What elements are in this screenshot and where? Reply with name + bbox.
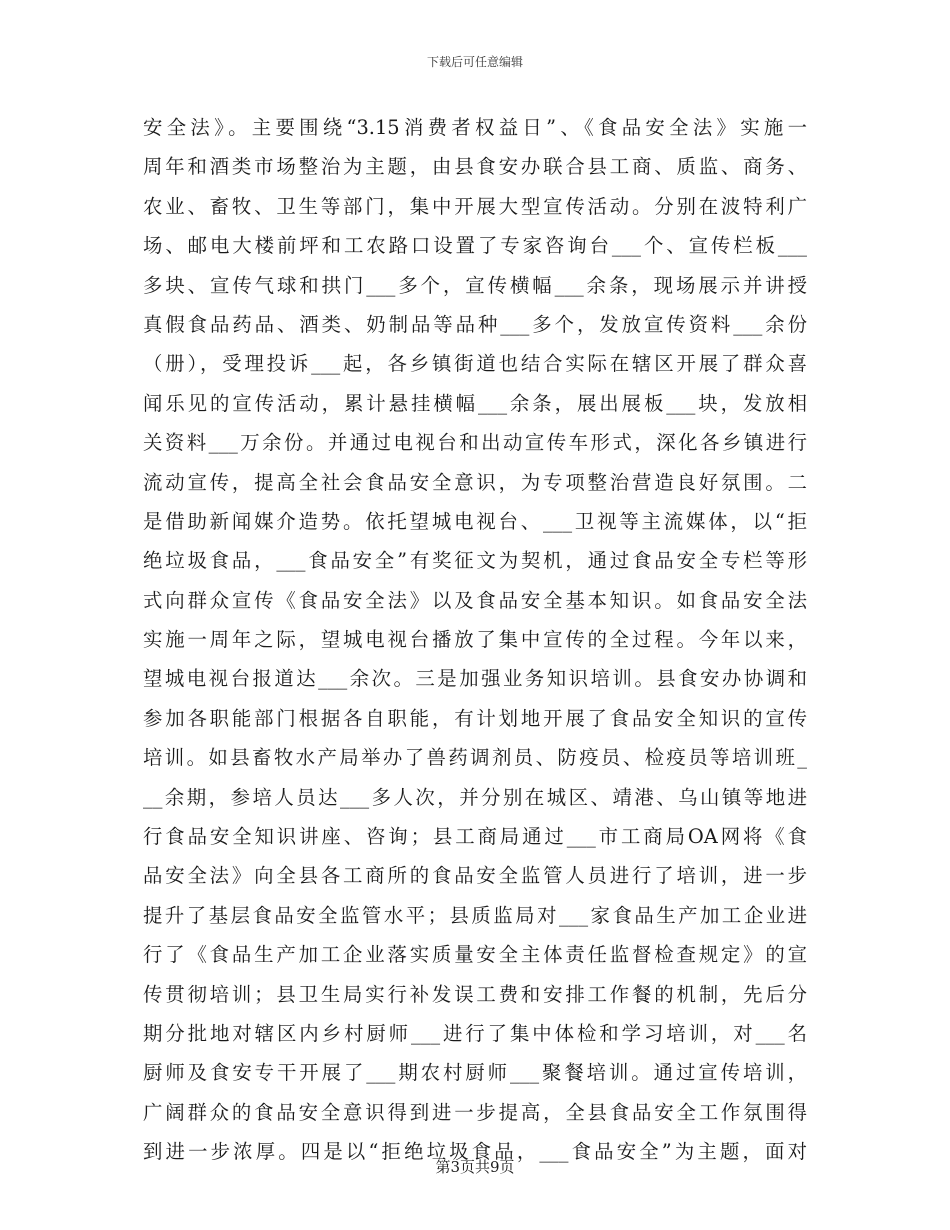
text-line: 场、邮电大楼前坪和工农路口设置了专家咨询台___个、宣传栏板___ xyxy=(143,234,807,258)
text-line: 厨师及食安专干开展了___期农村厨师___聚餐培训。通过宣传培训， xyxy=(143,1061,807,1085)
text-line: 关资料___万余份。并通过电视台和出动宣传车形式，深化各乡镇进行 xyxy=(143,431,807,455)
text-line: 实施一周年之际，望城电视台播放了集中宣传的全过程。今年以来， xyxy=(143,628,807,652)
text-line: 绝垃圾食品，___食品安全”有奖征文为契机，通过食品安全专栏等形 xyxy=(143,549,807,573)
text-line: （册），受理投诉___起，各乡镇街道也结合实际在辖区开展了群众喜 xyxy=(143,352,807,376)
page-header-note: 下载后可任意编辑 xyxy=(426,55,523,69)
page-number: 第3页共9页 xyxy=(435,1158,515,1176)
text-line: 广阔群众的食品安全意识得到进一步提高，全县食品安全工作氛围得 xyxy=(143,1100,807,1124)
text-line: 行了《食品生产加工企业落实质量安全主体责任监督检查规定》的宣 xyxy=(143,943,807,967)
text-line: 传贯彻培训；县卫生局实行补发误工费和安排工作餐的机制，先后分 xyxy=(143,982,807,1006)
text-line: 品安全法》向全县各工商所的食品安全监管人员进行了培训，进一步 xyxy=(143,864,807,888)
text-line: 望城电视台报道达___余次。三是加强业务知识培训。县食安办协调和 xyxy=(143,667,807,691)
text-line: 安全法》。主要围绕“3.15消费者权益日”、《食品安全法》实施一 xyxy=(143,116,807,139)
text-line: 行食品安全知识讲座、咨询；县工商局通过___市工商局OA网将《食 xyxy=(143,825,807,849)
document-body xyxy=(143,108,807,1172)
text-line: 到进一步浓厚。四是以“拒绝垃圾食品，___食品安全”为主题，面对 xyxy=(143,1140,807,1164)
text-line: 流动宣传，提高全社会食品安全意识，为专项整治营造良好氛围。二 xyxy=(143,470,807,494)
text-line: 培训。如县畜牧水产局举办了兽药调剂员、防疫员、检疫员等培训班_ xyxy=(143,746,807,770)
text-line: 提升了基层食品安全监管水平；县质监局对___家食品生产加工企业进 xyxy=(143,903,807,927)
text-line: 期分批地对辖区内乡村厨师___进行了集中体检和学习培训，对___名 xyxy=(143,1021,807,1045)
text-line: 真假食品药品、酒类、奶制品等品种___多个，发放宣传资料___余份 xyxy=(143,312,807,336)
text-line: 闻乐见的宣传活动，累计悬挂横幅___余条，展出展板___块，发放相 xyxy=(143,391,807,415)
text-line: 参加各职能部门根据各自职能，有计划地开展了食品安全知识的宣传 xyxy=(143,706,807,730)
text-line: 是借助新闻媒介造势。依托望城电视台、___卫视等主流媒体，以“拒 xyxy=(143,509,807,533)
text-line: 式向群众宣传《食品安全法》以及食品安全基本知识。如食品安全法 xyxy=(143,588,807,612)
text-line: 农业、畜牧、卫生等部门，集中开展大型宣传活动。分别在波特利广 xyxy=(143,194,807,218)
text-line: 多块、宣传气球和拱门___多个，宣传横幅___余条，现场展示并讲授 xyxy=(143,273,807,297)
text-line: __余期，参培人员达___多人次，并分别在城区、靖港、乌山镇等地进 xyxy=(143,785,807,809)
text-line: 周年和酒类市场整治为主题，由县食安办联合县工商、质监、商务、 xyxy=(143,155,807,179)
